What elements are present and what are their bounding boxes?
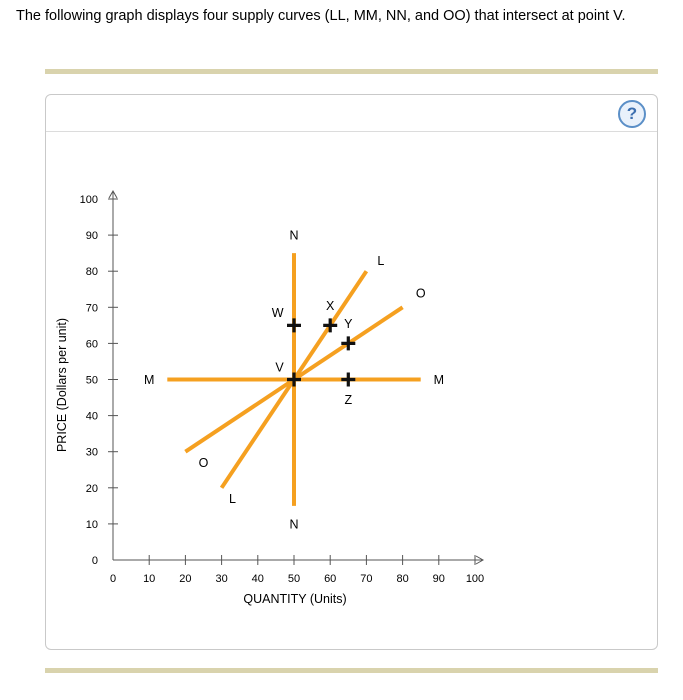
curve-label-l: L — [228, 492, 236, 507]
point-w-label: W — [271, 306, 284, 321]
x-tick-label: 0 — [109, 573, 117, 585]
x-tick-label: 90 — [432, 573, 445, 585]
bottom-divider — [45, 668, 658, 673]
x-tick-label: 70 — [360, 573, 373, 585]
y-tick-label: 90 — [85, 230, 98, 243]
x-tick-label: 50 — [287, 573, 301, 585]
point-y-label: Y — [344, 317, 353, 332]
point-z-label: Z — [344, 392, 353, 407]
x-tick-label: 20 — [179, 573, 192, 585]
curve-label-o: O — [415, 286, 426, 301]
x-tick-label: 80 — [396, 573, 409, 585]
curve-label-n: N — [289, 517, 299, 532]
y-tick-label: 0 — [91, 555, 98, 567]
x-tick-label: 60 — [324, 573, 337, 585]
curve-label-m: M — [433, 373, 445, 387]
question-text: The following graph displays four supply curves (LL, MM, NN, and OO) that intersect at point V. — [16, 8, 626, 24]
y-tick-label: 40 — [85, 410, 98, 423]
y-axis-title: PRICE (Dollars per unit) — [55, 317, 69, 453]
help-icon[interactable]: ? — [618, 100, 646, 128]
y-tick-label: 60 — [85, 338, 98, 351]
point-x-label: X — [326, 298, 335, 313]
y-tick-label: 20 — [85, 482, 98, 495]
curve-label-m: M — [143, 373, 155, 387]
y-tick-label: 30 — [85, 446, 98, 459]
point-w-marker — [287, 318, 301, 332]
curve-label-l: L — [377, 253, 385, 268]
x-tick-label: 40 — [251, 573, 264, 585]
y-tick-label: 10 — [85, 518, 98, 531]
curve-label-n: N — [289, 228, 299, 243]
y-tick-label: 100 — [79, 194, 98, 206]
x-tick-label: 100 — [465, 573, 485, 585]
point-z-marker — [341, 373, 355, 387]
curve-label-o: O — [198, 456, 209, 471]
y-tick-label: 50 — [85, 374, 98, 387]
x-axis-title: QUANTITY (Units) — [243, 592, 347, 606]
x-tick-label: 30 — [215, 573, 228, 585]
y-tick-label: 80 — [85, 266, 98, 279]
point-v-label: V — [275, 360, 284, 375]
y-tick-label: 70 — [85, 302, 98, 315]
x-tick-label: 10 — [143, 573, 156, 585]
